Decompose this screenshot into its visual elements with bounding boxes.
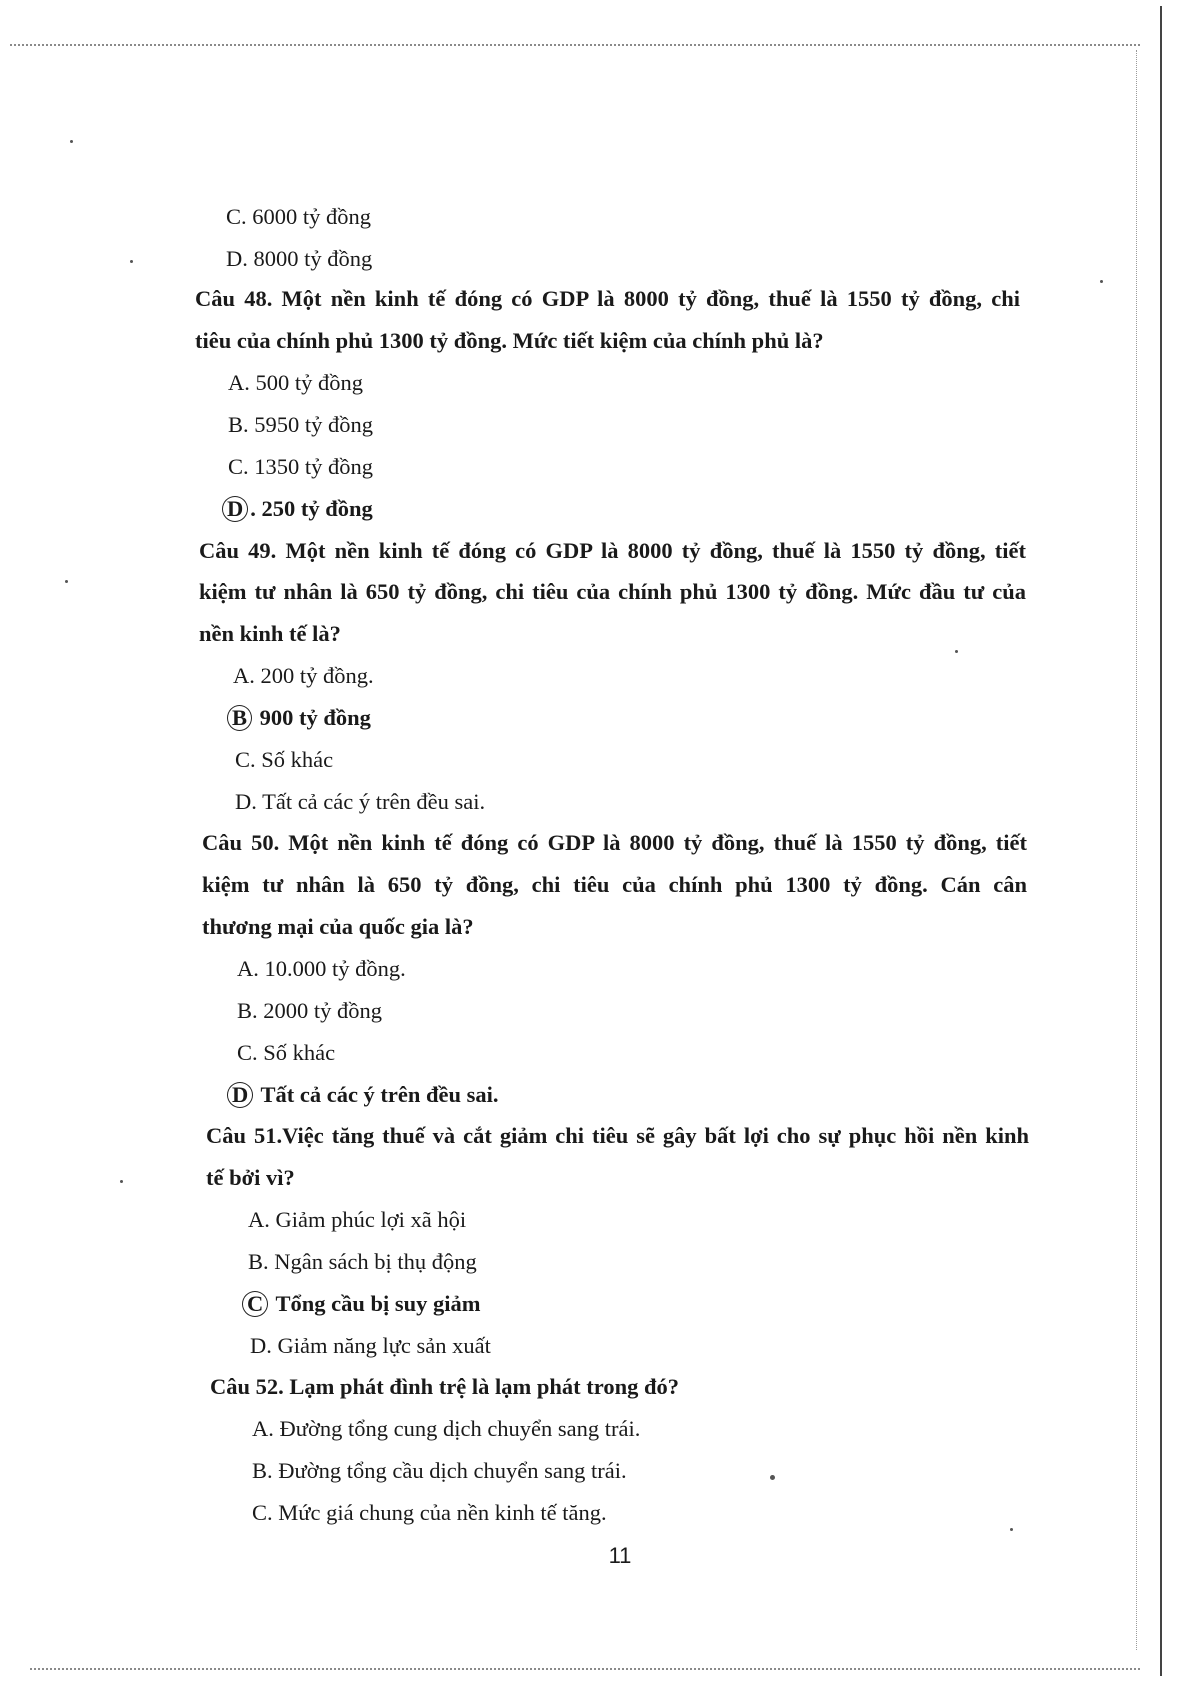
scan-border-right-dotted: [1136, 50, 1137, 1650]
q51-option-b: B. Ngân sách bị thụ động: [248, 1249, 477, 1274]
scan-speck: [130, 260, 133, 263]
q51-option-c-text: Tổng cầu bị suy giảm: [270, 1291, 481, 1316]
q52-option-b: B. Đường tổng cầu dịch chuyển sang trái.: [252, 1458, 627, 1483]
q50-option-c: C. Số khác: [237, 1040, 336, 1065]
scan-speck: [65, 580, 68, 583]
question-49-line-1: Câu 49. Một nền kinh tế đóng có GDP là 8000 tỷ đồng, thuế là 1550 tỷ đồng, tiết: [199, 538, 1026, 563]
answer-circle-mark: C: [242, 1291, 268, 1317]
question-50-line-1: Câu 50. Một nền kinh tế đóng có GDP là 8000 tỷ đồng, thuế là 1550 tỷ đồng, tiết: [202, 830, 1027, 855]
question-49-line-2: kiệm tư nhân là 650 tỷ đồng, chi tiêu của chính phủ 1300 tỷ đồng. Mức đầu tư của: [199, 579, 1026, 604]
question-48-line-1: Câu 48. Một nền kinh tế đóng có GDP là 8000 tỷ đồng, thuế là 1550 tỷ đồng, chi: [195, 286, 1020, 311]
scan-border-top: [10, 44, 1140, 46]
question-52: Câu 52. Lạm phát đình trệ là lạm phát trong đó?: [210, 1374, 680, 1399]
q48-option-b: B. 5950 tỷ đồng: [228, 412, 374, 437]
scan-speck: [955, 650, 958, 653]
q49-option-b-text: 900 tỷ đồng: [254, 705, 371, 730]
q48-option-c: C. 1350 tỷ đồng: [228, 454, 374, 479]
q51-option-c-selected: [248, 1289, 481, 1319]
q49-option-b-selected: [233, 703, 371, 733]
q50-option-a: A. 10.000 tỷ đồng.: [237, 956, 406, 981]
scan-border-right: [1160, 6, 1162, 1676]
q48-option-d-text: . 250 tỷ đồng: [250, 496, 373, 521]
scan-border-bottom: [30, 1668, 1140, 1670]
q49-option-d: D. Tất cả các ý trên đều sai.: [235, 789, 486, 814]
scan-speck: [120, 1180, 123, 1183]
q50-option-b: B. 2000 tỷ đồng: [237, 998, 383, 1023]
answer-circle-mark: D: [227, 1082, 253, 1108]
question-48-line-2: tiêu của chính phủ 1300 tỷ đồng. Mức tiết kiệm của chính phủ là?: [195, 328, 824, 353]
question-49-line-3: nền kinh tế là?: [199, 621, 341, 646]
q48-option-a: A. 500 tỷ đồng: [228, 370, 363, 395]
q50-option-d-selected: [233, 1080, 499, 1110]
answer-circle-mark: D: [222, 496, 248, 522]
q49-option-c: C. Số khác: [235, 747, 334, 772]
scan-speck: [770, 1475, 775, 1480]
scan-speck: [1100, 280, 1103, 283]
q52-option-c: C. Mức giá chung của nền kinh tế tăng.: [252, 1500, 607, 1525]
page-number: 11: [608, 1543, 632, 1568]
q47-option-d: D. 8000 tỷ đồng: [226, 246, 373, 271]
q49-option-a: A. 200 tỷ đồng.: [233, 663, 374, 688]
question-51-line-1: Câu 51.Việc tăng thuế và cắt giảm chi tiêu sẽ gây bất lợi cho sự phục hồi nền kinh: [206, 1123, 1029, 1148]
q51-option-d: D. Giảm năng lực sản xuất: [250, 1333, 491, 1358]
question-50-line-3: thương mại của quốc gia là?: [202, 914, 474, 939]
q48-option-d-selected: [228, 494, 373, 524]
q51-option-a: A. Giảm phúc lợi xã hội: [248, 1207, 467, 1232]
scan-speck: [1010, 1528, 1013, 1531]
scan-speck: [70, 140, 73, 143]
question-51-line-2: tế bởi vì?: [206, 1165, 295, 1190]
q50-option-d-text: Tất cả các ý trên đều sai.: [255, 1082, 499, 1107]
q47-option-c: C. 6000 tỷ đồng: [226, 204, 372, 229]
answer-circle-mark: B: [227, 705, 252, 731]
question-50-line-2: kiệm tư nhân là 650 tỷ đồng, chi tiêu của chính phủ 1300 tỷ đồng. Cán cân: [202, 872, 1027, 897]
q52-option-a: A. Đường tổng cung dịch chuyển sang trái.: [252, 1416, 641, 1441]
